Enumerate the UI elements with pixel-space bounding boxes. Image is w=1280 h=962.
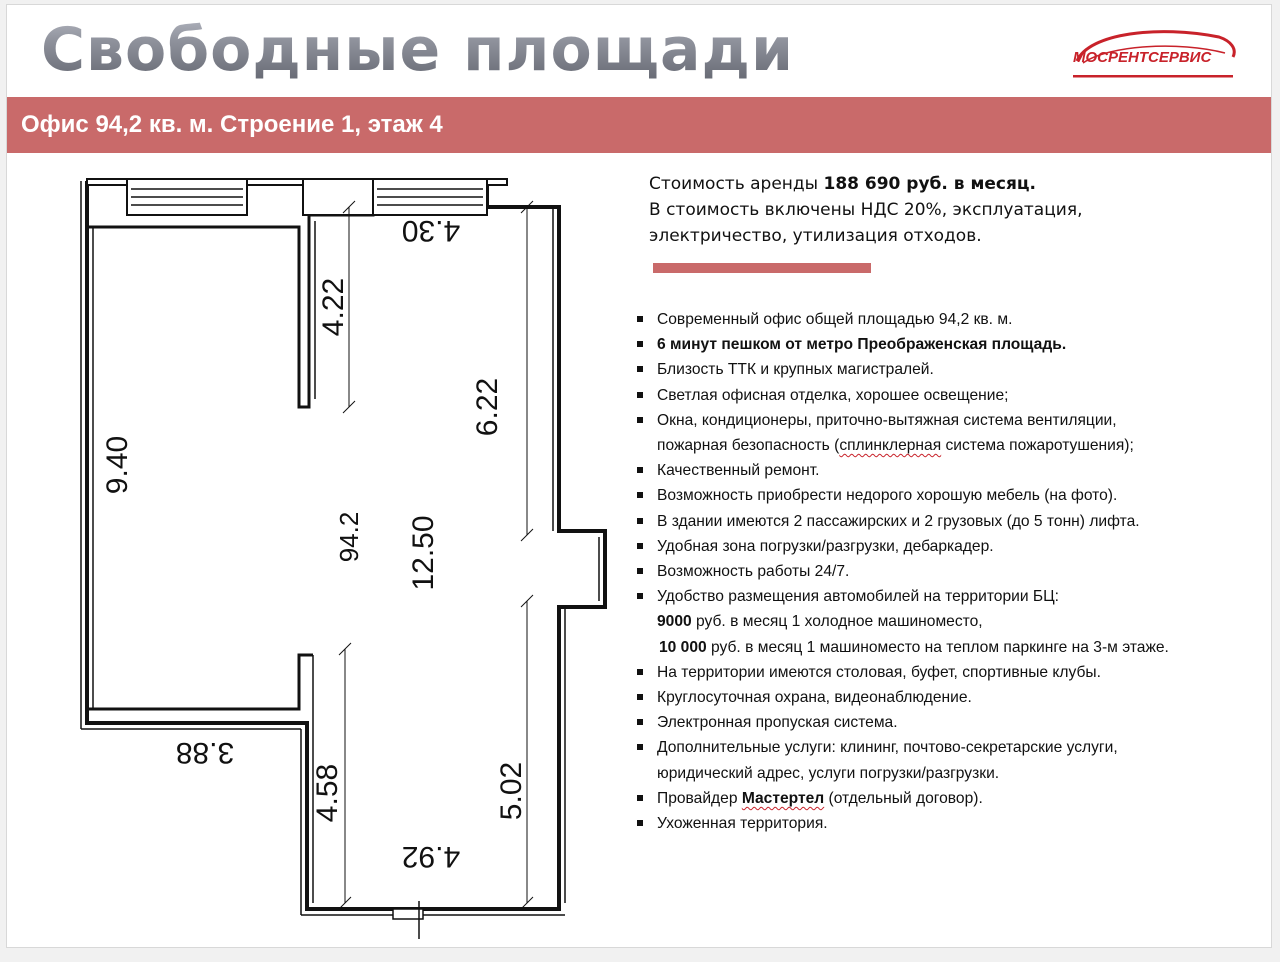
price-block (649, 171, 1249, 249)
logo-text: МОСРЕНТСЕРВИС (1073, 49, 1212, 66)
bullet-icon (637, 467, 643, 473)
floor-plan (73, 161, 619, 947)
list-item-continuation: пожарная безопасность (сплинклерная система пожаротушения); (657, 437, 1134, 455)
dim-center-length: 12.50 (406, 515, 440, 591)
bullet-icon (637, 492, 643, 498)
list-item: Дополнительные услуги: клининг, почтово-секретарские услуги, (635, 735, 1265, 760)
dim-bottom-width: 4.92 (401, 840, 461, 874)
list-item: Качественный ремонт. (635, 458, 1265, 483)
list-item: Возможность работы 24/7. (635, 559, 1265, 584)
list-item: Окна, кондиционеры, приточно-вытяжная система вентиляции, (635, 408, 1265, 433)
bullet-icon (637, 543, 643, 549)
bullet-icon (637, 392, 643, 398)
list-item-continuation: 9000 руб. в месяц 1 холодное машиноместо, (657, 613, 983, 631)
list-item: Электронная пропуская система. (635, 710, 1265, 735)
list-item: Близость ТТК и крупных магистралей. (635, 357, 1265, 382)
dim-upper-inner: 4.22 (316, 277, 350, 337)
feature-list (635, 307, 1265, 836)
dim-left-height: 9.40 (100, 435, 134, 495)
list-item: Удобство размещения автомобилей на территории БЦ: (635, 584, 1265, 609)
bullet-icon (637, 795, 643, 801)
bullet-icon (637, 593, 643, 599)
list-item-continuation: 10 000 руб. в месяц 1 машиноместо на теплом паркинге на 3-м этаже. (659, 638, 1169, 656)
bullet-icon (637, 341, 643, 347)
list-item: Современный офис общей площадью 94,2 кв. м. (635, 307, 1265, 332)
dim-top-width: 4.30 (401, 214, 461, 248)
plan-area-label: 94.2 (333, 511, 364, 563)
section-divider (653, 263, 871, 273)
bullet-icon (637, 719, 643, 725)
list-item: Круглосуточная охрана, видеонаблюдение. (635, 685, 1265, 710)
list-item: Ухоженная территория. (635, 811, 1265, 836)
title-banner (7, 97, 1271, 153)
bullet-icon (637, 366, 643, 372)
page-title: Свободные площади (41, 11, 794, 89)
dim-right-upper: 6.22 (470, 377, 504, 437)
list-item: Светлая офисная отделка, хорошее освещение; (635, 383, 1265, 408)
list-item: На территории имеются столовая, буфет, спортивные клубы. (635, 660, 1265, 685)
list-item: Возможность приобрести недорого хорошую мебель (на фото). (635, 483, 1265, 508)
dim-lower-inner: 4.58 (310, 763, 344, 823)
list-item: 6 минут пешком от метро Преображенская площадь. (635, 332, 1265, 357)
bullet-icon (637, 417, 643, 423)
dim-lower-left-width: 3.88 (175, 736, 235, 770)
list-item: В здании имеются 2 пассажирских и 2 грузовых (до 5 тонн) лифта. (635, 509, 1265, 534)
bullet-icon (637, 744, 643, 750)
banner-title: Офис 94,2 кв. м. Строение 1, этаж 4 (21, 111, 443, 138)
price-line-3: электричество, утилизация отходов. (649, 226, 982, 246)
price-line-1: Стоимость аренды 188 690 руб. в месяц. (649, 174, 1036, 194)
bullet-icon (637, 316, 643, 322)
bullet-icon (637, 568, 643, 574)
bullet-icon (637, 518, 643, 524)
bullet-icon (637, 694, 643, 700)
list-item: Удобная зона погрузки/разгрузки, дебаркадер. (635, 534, 1265, 559)
bullet-icon (637, 820, 643, 826)
price-line-2: В стоимость включены НДС 20%, эксплуатация, (649, 200, 1083, 220)
list-item-continuation: юридический адрес, услуги погрузки/разгрузки. (657, 764, 1000, 782)
list-item: Провайдер Мастертел (отдельный договор). (635, 786, 1265, 811)
slide (6, 4, 1272, 948)
dim-right-lower: 5.02 (494, 761, 528, 821)
bullet-icon (637, 669, 643, 675)
